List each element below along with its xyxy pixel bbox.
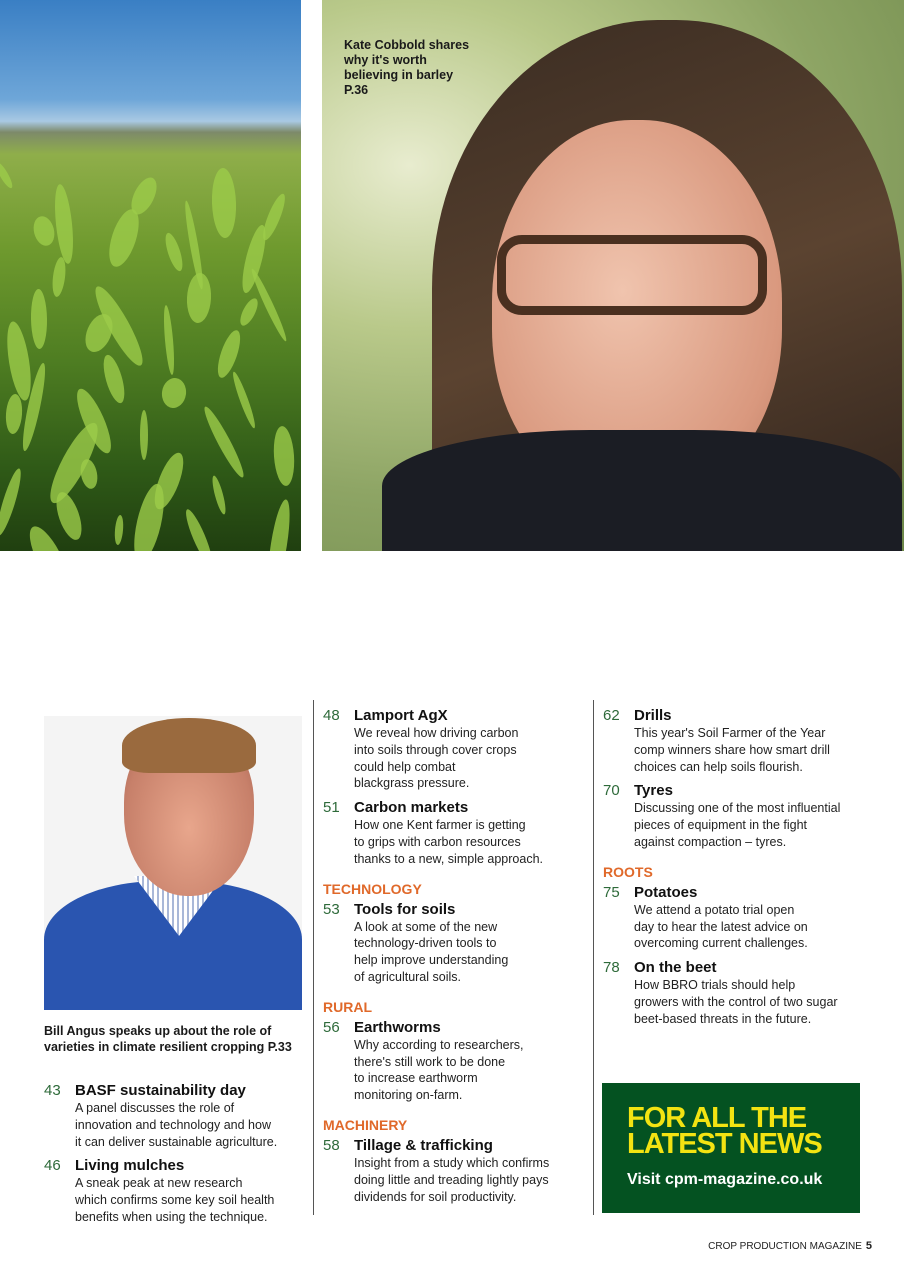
entry-description: This year's Soil Farmer of the Year comp winners share how smart drill choices can help soils flourish. (634, 726, 830, 774)
field-photo (0, 0, 301, 551)
photo-jacket (382, 430, 902, 551)
entry-page-number: 46 (44, 1157, 61, 1175)
entry-page-number: 75 (603, 883, 620, 901)
entry-description: A sneak peak at new research which confirms some key soil health benefits when using the technique. (75, 1176, 275, 1224)
column-divider (313, 700, 314, 1215)
entry-page-number: 51 (323, 799, 340, 817)
entry-description: We reveal how driving carbon into soils through cover crops could help combat blackgrass pressure. (354, 726, 519, 791)
grass-blade (52, 183, 76, 264)
grass-blade (264, 498, 294, 551)
contents-column-1 (44, 1081, 304, 1232)
entry-title: Potatoes (634, 883, 698, 901)
entry-title: Living mulches (75, 1157, 185, 1175)
grass-blade (0, 467, 25, 537)
grass-blade (211, 168, 237, 239)
grass-blade (272, 425, 296, 486)
grass-blade (3, 320, 35, 402)
contents-entry[interactable] (603, 958, 865, 1027)
entry-description: Insight from a study which confirms doing little and treading lightly pays dividends for soil productivity. (354, 1155, 550, 1204)
entry-page-number: 78 (603, 959, 620, 977)
column-divider (593, 700, 594, 1215)
section-heading: TECHNOLOGY (323, 880, 422, 897)
grass-blade (42, 418, 105, 509)
bill-angus-photo (44, 716, 302, 1010)
entry-title: On the beet (634, 959, 717, 977)
grass-blade (162, 305, 176, 375)
contents-entry[interactable] (44, 1156, 304, 1225)
entry-title: Tillage & trafficking (354, 1136, 493, 1154)
entry-page-number: 43 (44, 1082, 61, 1099)
contents-entry[interactable] (323, 798, 585, 867)
section-heading: MACHINERY (323, 1116, 408, 1133)
entry-page-number: 62 (603, 707, 620, 724)
grass-blade (0, 160, 15, 190)
entry-description: We attend a potato trial open day to hear the latest advice on overcoming current challenges. (634, 902, 808, 951)
entry-page-number: 58 (323, 1136, 340, 1154)
entry-page-number: 53 (323, 900, 340, 918)
promo-link[interactable]: Visit cpm-magazine.co.uk (627, 1171, 823, 1188)
contents-column-2 (323, 706, 585, 1211)
grass-blade (162, 231, 186, 273)
grass-blade (30, 289, 47, 349)
latest-news-promo[interactable] (602, 1083, 860, 1213)
page-number: 5 (865, 1240, 872, 1252)
grass-blade (5, 393, 24, 434)
entry-description: How one Kent farmer is getting to grips with carbon resources thanks to a new, simple approach. (354, 818, 544, 866)
entry-description: Why according to researchers, there's still work to be done to increase earthworm monitoring on-farm. (354, 1037, 524, 1103)
contents-entry[interactable] (323, 900, 585, 986)
entry-title: Drills (634, 707, 672, 724)
entry-title: Earthworms (354, 1018, 441, 1036)
grass-blade (237, 296, 261, 328)
grass-blade (238, 223, 270, 295)
section-heading: ROOTS (603, 863, 653, 880)
entry-title: Carbon markets (354, 799, 469, 817)
entry-page-number: 48 (323, 707, 340, 724)
publication-name: CROP PRODUCTION MAGAZINE (708, 1241, 862, 1252)
entry-description: How BBRO trials should help growers with the control of two sugar beet-based threats in the future. (634, 978, 838, 1026)
contents-entry[interactable] (323, 706, 585, 792)
contents-entry[interactable] (603, 781, 865, 850)
photo-hair (122, 718, 256, 773)
grass-blade (140, 410, 148, 460)
entry-title: Tools for soils (354, 900, 456, 918)
grass-blade (230, 370, 258, 429)
grass-blade (210, 475, 228, 516)
grass-blade (200, 404, 248, 480)
entry-title: BASF sustainability day (75, 1082, 246, 1099)
kate-caption: Kate Cobbold shares why it's worth believing in barley P.36 (344, 38, 470, 97)
grass-blade (182, 507, 216, 551)
grass-blade (31, 214, 58, 248)
grass-blade (103, 206, 144, 270)
entry-description: A look at some of the new technology-driven tools to help improve understanding of agricultural soils. (354, 919, 509, 984)
entry-page-number: 56 (323, 1018, 340, 1036)
entry-page-number: 70 (603, 782, 620, 800)
bill-caption: Bill Angus speaks up about the role of varieties in climate resilient cropping P.33 (44, 1024, 292, 1054)
contents-entry[interactable] (323, 1136, 585, 1205)
grass-blade (160, 376, 188, 409)
entry-description: A panel discusses the role of innovation and technology and how it can deliver sustainable agriculture. (75, 1101, 278, 1149)
contents-entry[interactable] (603, 883, 865, 952)
entry-description: Discussing one of the most influential pieces of equipment in the fight against compaction – tyres. (634, 801, 841, 849)
section-heading: RURAL (323, 998, 372, 1015)
contents-entry[interactable] (44, 1081, 304, 1150)
contents-entry[interactable] (603, 706, 865, 775)
grass-blade (213, 328, 244, 380)
page-footer (708, 1240, 872, 1252)
entry-title: Tyres (634, 782, 673, 800)
grass-blade (114, 515, 125, 546)
contents-entry[interactable] (323, 1018, 585, 1104)
promo-headline: FOR ALL THE LATEST NEWS (627, 1102, 822, 1160)
contents-column-3 (603, 706, 865, 1034)
grass-blade (99, 353, 128, 405)
photo-glasses (497, 235, 767, 315)
entry-title: Lamport AgX (354, 707, 448, 724)
